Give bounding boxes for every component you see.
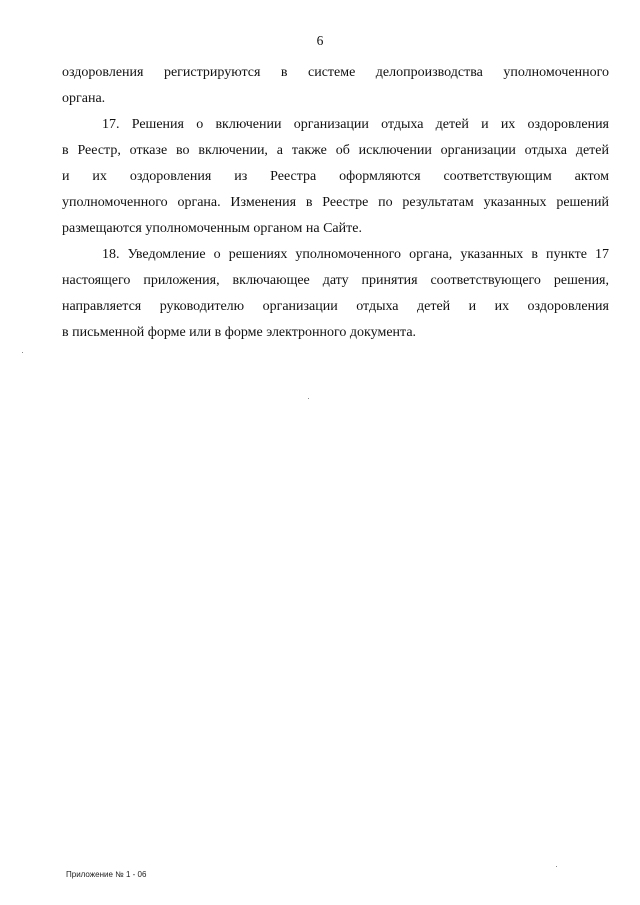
text-line: уполномоченного органа. Изменения в Реестре по результатам указанных решений [62,195,609,210]
text-line: оздоровления регистрируются в системе делопроизводства уполномоченного [62,65,609,80]
scan-speck [22,352,23,353]
text-line: в Реестр, отказе во включении, а также об исключении организации отдыха детей [62,143,609,158]
text-line: размещаются уполномоченным органом на Сайте. [62,221,362,236]
footer-label: Приложение № 1 - 06 [66,870,147,879]
page-number: 6 [316,33,324,48]
text-line: в письменной форме или в форме электронного документа. [62,325,417,340]
scan-speck [308,398,309,399]
text-line: и их оздоровления из Реестра оформляются соответствующим актом [62,169,609,184]
text-line: органа. [62,91,106,106]
text-line: направляется руководителю организации отдыха детей и их оздоровления [62,299,609,314]
text-line: настоящего приложения, включающее дату принятия соответствующего решения, [62,273,609,288]
body-text [62,60,609,346]
paragraph-17-start: 17. Решения о включении организации отдыха детей и их оздоровления [102,117,609,132]
paragraph-18-start: 18. Уведомление о решениях уполномоченного органа, указанных в пункте 17 [102,247,609,262]
scan-speck [556,866,557,867]
